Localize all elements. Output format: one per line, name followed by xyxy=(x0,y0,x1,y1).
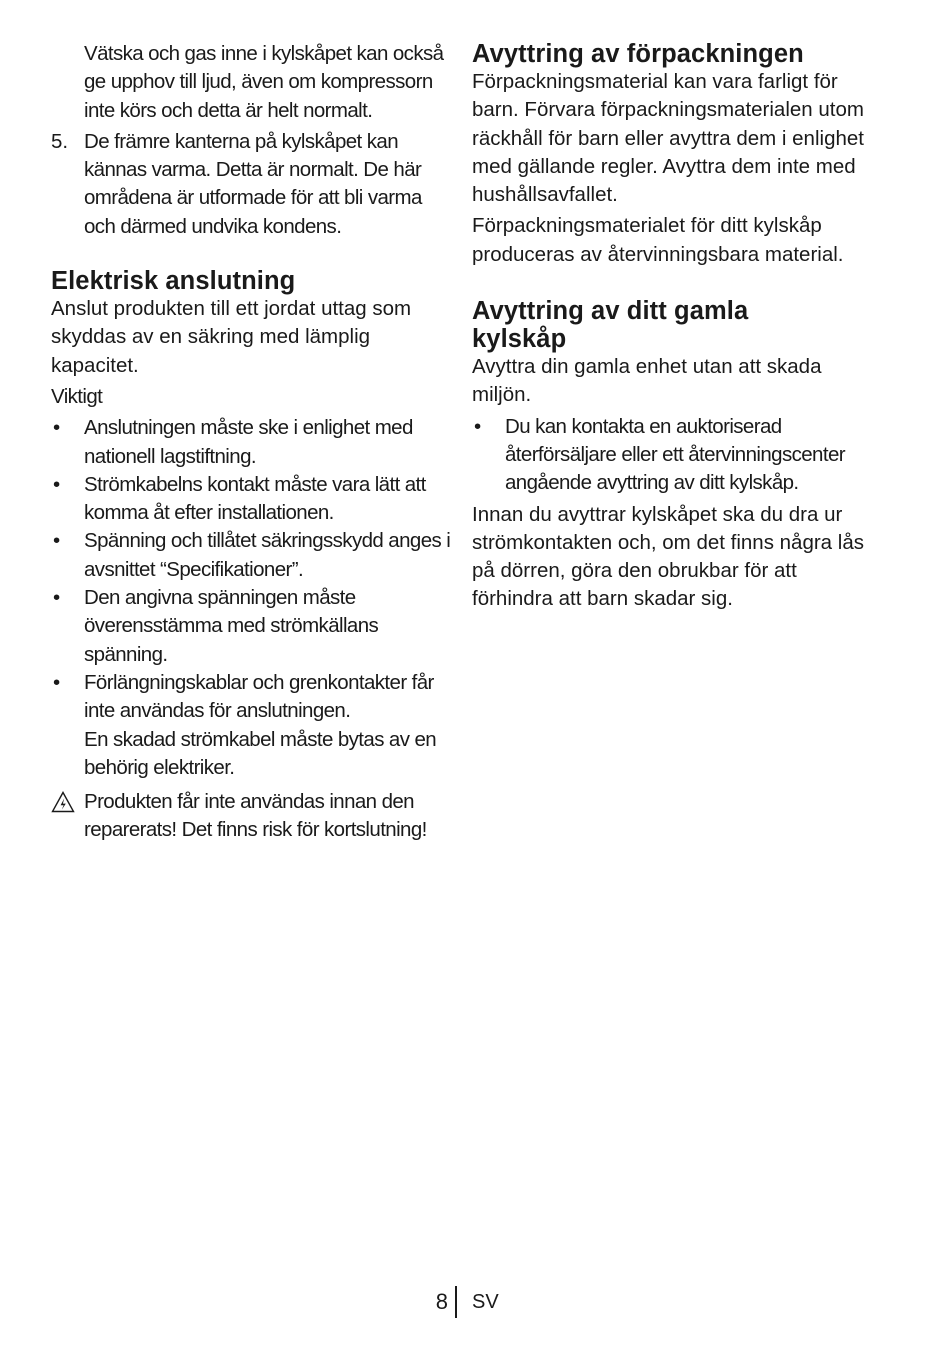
warning-note xyxy=(51,788,451,845)
old-fridge-paragraph-2: Innan du avyttrar kylskåpet ska du dra ur strömkontakten och, om det finns några lås på dörren, göra den obrukbar för att förhindra att barn skadar sig. xyxy=(472,502,864,611)
bullet-marker: • xyxy=(53,586,60,610)
list-item-text: Spänning och tillåtet säkringsskydd anges i avsnittet “Specifikationer”. xyxy=(84,529,451,581)
left-column xyxy=(51,40,451,845)
warning-text: Produkten får inte användas innan den reparerats! Det finns risk för kortslutning! xyxy=(84,790,427,842)
bullet-marker: • xyxy=(53,416,60,440)
list-item xyxy=(51,669,451,726)
list-item-text: De främre kanterna på kylskåpet kan kännas varma. Detta är normalt. De här områdena är utformade för att bli varma och därmed undvika kondens. xyxy=(84,129,422,238)
list-item xyxy=(51,128,451,241)
warning-lightning-triangle-icon xyxy=(51,791,75,813)
footer-divider xyxy=(455,1286,457,1318)
list-item xyxy=(51,584,451,669)
section-heading-old-fridge: Avyttring av ditt gamla kylskåp xyxy=(472,297,749,354)
bullet-marker: • xyxy=(474,414,481,438)
list-item xyxy=(51,527,451,584)
packaging-paragraph-2: Förpackningsmaterialet för ditt kylskåp produceras av återvinningsbara material. xyxy=(472,214,844,266)
list-item-text: Den angivna spänningen måste överensstämma med strömkällans spänning. xyxy=(84,586,379,666)
old-fridge-paragraph-1: Avyttra din gamla enhet utan att skada miljön. xyxy=(472,355,822,407)
electrical-bullet-list xyxy=(51,414,451,725)
right-column xyxy=(472,40,882,617)
bullet-marker: • xyxy=(53,529,60,553)
bullet-marker: • xyxy=(53,670,60,694)
list-item xyxy=(51,471,451,528)
important-label: Viktigt xyxy=(51,384,103,408)
page-number: 8 xyxy=(435,1289,448,1314)
fridge-sound-paragraph: Vätska och gas inne i kylskåpet kan också ge upphov till ljud, även om kompressorn inte körs och detta är helt normalt. xyxy=(84,42,444,122)
damaged-cable-note: En skadad strömkabel måste bytas av en behörig elektriker. xyxy=(84,727,437,779)
list-item xyxy=(51,414,451,471)
list-item-text: Anslutningen måste ske i enlighet med nationell lagstiftning. xyxy=(84,416,413,468)
numbered-list xyxy=(51,128,451,241)
bullet-marker: • xyxy=(53,472,60,496)
language-code: SV xyxy=(472,1291,499,1313)
section-heading-electrical: Elektrisk anslutning xyxy=(51,267,296,296)
section-heading-packaging: Avyttring av förpackningen xyxy=(472,40,804,68)
list-item-text: Du kan kontakta en auktoriserad återförsäljare eller ett återvinningscenter angående avyttring av ditt kylskåp. xyxy=(505,414,845,495)
list-item-text: Strömkabelns kontakt måste vara lätt att komma åt efter installationen. xyxy=(84,472,426,525)
old-fridge-bullet-list xyxy=(472,413,882,498)
list-item xyxy=(472,413,882,498)
list-item-text: Förlängningskablar och grenkontakter får inte användas för anslutningen. xyxy=(84,670,434,723)
list-number: 5. xyxy=(51,129,69,153)
page-footer xyxy=(0,1286,950,1320)
electrical-paragraph: Anslut produkten till ett jordat uttag som skyddas av en säkring med lämplig kapacitet. xyxy=(51,297,412,377)
packaging-paragraph-1: Förpackningsmaterial kan vara farligt för barn. Förvara förpackningsmaterialen utom räckhåll för barn eller avyttra dem i enlighet med gällande regler. Avyttra dem inte med hushållsavfallet. xyxy=(472,70,864,207)
